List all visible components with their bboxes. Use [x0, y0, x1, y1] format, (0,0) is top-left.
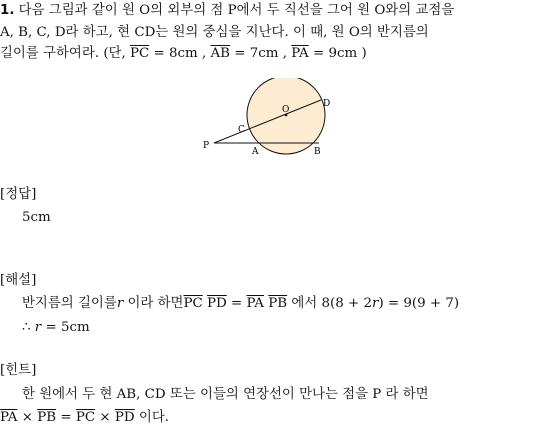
- label-c: C: [238, 125, 245, 135]
- segment-ab: $\overline{AB}$: [210, 46, 231, 61]
- hint-line-1: 한 원에서 두 현 AB, CD 또는 이들의 연장선이 만나는 점을 P 라 하면: [22, 387, 429, 402]
- segment-pa: $\overline{PA}$: [291, 46, 309, 61]
- hint-segment-pa: $\overline{PA}$: [0, 410, 18, 425]
- equals-sign: =: [231, 296, 243, 311]
- problem-line-1: [0, 2, 454, 20]
- hint-end: 이다.: [138, 410, 170, 425]
- hint-segment-pc: $\overline{PC}$: [75, 410, 96, 425]
- explanation-text-2: 이라 하면: [127, 296, 184, 311]
- segment-pd: $\overline{PD}$: [207, 296, 227, 311]
- pa-value: = 9cm ): [313, 46, 367, 61]
- label-a: A: [252, 147, 259, 157]
- pc-value: = 8cm ,: [153, 46, 207, 61]
- problem-line-2: [0, 24, 429, 42]
- hint-heading: [힌트]: [0, 363, 37, 378]
- hint-times-2: ×: [99, 410, 111, 425]
- explanation-line-1: [22, 295, 459, 313]
- label-p: P: [203, 141, 210, 151]
- ab-value: = 7cm ,: [234, 46, 288, 61]
- segment-pa-2: $\overline{PA}$: [246, 296, 264, 311]
- problem-text-3: 길이를 구하여라. (단,: [0, 46, 126, 61]
- hint-segment-pd: $\overline{PD}$: [114, 410, 135, 425]
- label-b: B: [314, 147, 321, 157]
- answer-heading: [정답]: [0, 187, 37, 202]
- segment-pc-2: $\overline{PC}$: [183, 296, 203, 311]
- hint-segment-pb: $\overline{PB}$: [37, 410, 57, 425]
- hint-equals: =: [60, 410, 72, 425]
- hint-times-1: ×: [21, 410, 33, 425]
- problem-line-3: [0, 45, 367, 63]
- var-r-2: r: [372, 296, 379, 311]
- problem-text-2: A, B, C, D라 하고, 현 CD는 원의 중심을 지난다. 이 때, 원 O의 반지름의: [0, 25, 429, 40]
- segment-pb: $\overline{PB}$: [268, 296, 288, 311]
- explanation-line-2: [22, 319, 90, 337]
- explanation-text-3: 에서 8(8 + 2: [291, 296, 373, 311]
- var-r-3: r: [34, 320, 42, 335]
- segment-pc: $\overline{PC}$: [130, 46, 150, 61]
- explanation-text-1: 반지름의 길이를: [22, 296, 117, 311]
- answer-value: 5cm: [22, 210, 51, 225]
- explanation-result: = 5cm: [45, 320, 90, 335]
- therefore-symbol: ∴: [22, 320, 31, 335]
- label-d: D: [323, 99, 331, 109]
- circle-figure: [200, 78, 340, 158]
- problem-number: 1.: [0, 3, 15, 18]
- explanation-heading: [해설]: [0, 273, 37, 288]
- problem-text-1: 다음 그림과 같이 원 O의 외부의 점 P에서 두 직선을 그어 원 O와의 교점을: [18, 3, 455, 18]
- label-o: O: [282, 105, 290, 115]
- explanation-text-4: ) = 9(9 + 7): [378, 296, 460, 311]
- var-r: r: [116, 296, 124, 311]
- hint-line-2: [0, 409, 169, 427]
